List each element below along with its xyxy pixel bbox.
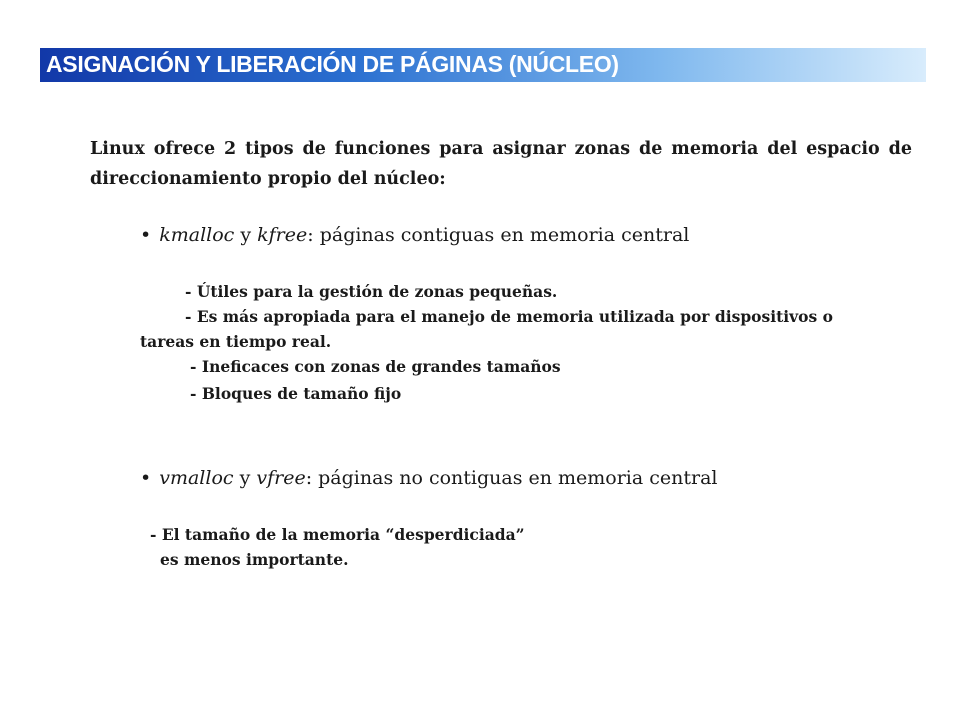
bullet-vmalloc [140, 465, 718, 491]
vmalloc-point-1: - El tamaño de la memoria “desperdiciada” [150, 525, 525, 544]
kmalloc-point-4: - Bloques de tamaño fijo [190, 384, 402, 403]
fn-kfree: kfree [257, 224, 308, 246]
title-bar [40, 48, 926, 82]
conj: y [234, 224, 258, 246]
fn-kmalloc: kmalloc [159, 224, 235, 246]
kmalloc-point-3: - Ineficaces con zonas de grandes tamaños [190, 357, 561, 376]
kmalloc-point-2: - Es más apropiada para el manejo de memoria utilizada por dispositivos o [185, 307, 833, 326]
vmalloc-point-1-cont: es menos importante. [160, 550, 349, 569]
fn-vmalloc: vmalloc [159, 467, 234, 489]
kmalloc-point-1: - Útiles para la gestión de zonas pequeñas. [185, 282, 558, 301]
bullet-dot: • [140, 224, 152, 246]
bullet-dot: • [140, 467, 152, 489]
bullet-desc: : páginas no contiguas en memoria central [305, 467, 718, 489]
slide-title: ASIGNACIÓN Y LIBERACIÓN DE PÁGINAS (NÚCLEO) [46, 51, 619, 77]
bullet-desc: : páginas contiguas en memoria central [307, 224, 690, 246]
conj: y [233, 467, 257, 489]
kmalloc-point-2-cont: tareas en tiempo real. [140, 332, 332, 351]
fn-vfree: vfree [256, 467, 306, 489]
bullet-kmalloc [140, 222, 689, 248]
intro-paragraph: Linux ofrece 2 tipos de funciones para asignar zonas de memoria del espacio de direccionamiento propio del núcleo: [90, 139, 912, 189]
